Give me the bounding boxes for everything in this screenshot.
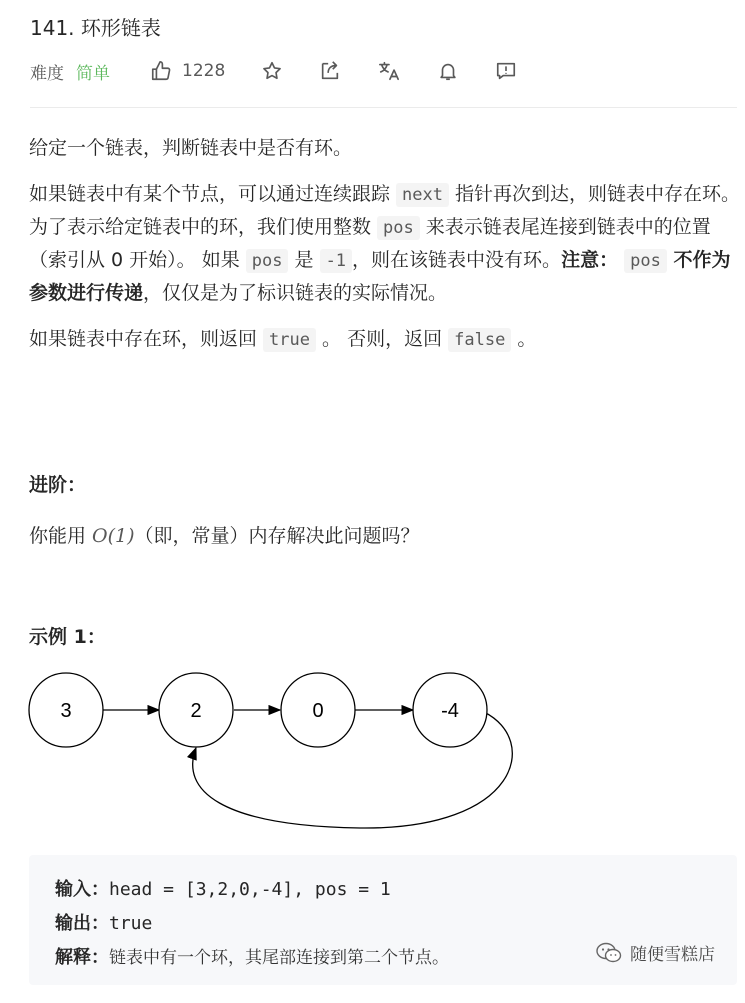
example-code-block <box>29 855 737 985</box>
difficulty-badge: 简单 <box>76 63 110 84</box>
input-label: 输入： <box>55 879 109 900</box>
advanced-text: 你能用 O(1)（即，常量）内存解决此问题吗？ <box>29 525 420 547</box>
example-explain-line <box>55 943 449 969</box>
node-value: -4 <box>441 700 459 722</box>
feedback-icon <box>495 60 517 82</box>
example-output-line <box>55 909 152 935</box>
inline-code: true <box>263 328 316 352</box>
explain-label: 解释： <box>55 947 109 968</box>
like-button[interactable] <box>150 60 225 82</box>
list-node <box>413 673 487 747</box>
output-value: true <box>109 913 153 934</box>
list-node <box>281 673 355 747</box>
share-icon <box>319 60 341 82</box>
bell-icon <box>437 60 459 82</box>
example-input-line <box>55 875 391 901</box>
list-node <box>159 673 233 747</box>
translate-icon <box>377 60 401 82</box>
star-icon <box>261 60 283 82</box>
difficulty-label: 难度 <box>30 63 64 84</box>
node-value: 2 <box>190 700 202 722</box>
wechat-icon <box>596 942 622 964</box>
complexity-notation: O(1) <box>92 525 135 547</box>
input-value: head = [3,2,0,-4], pos = 1 <box>109 879 391 900</box>
description-paragraph-2: 如果链表中有某个节点，可以通过连续跟踪 next 指针再次到达，则链表中存在环。 为了表示给定链表中的环，我们使用整数 pos 来表示链表尾连接到链表中的位置（索引从 0 开始）。 如果 pos 是 -1 ，则在该链表中没有环。注意： pos 不作为参数进行传递，仅仅是为了标识链表的实际情况。 <box>29 183 741 304</box>
linked-list-diagram <box>0 660 560 840</box>
note-emphasis: 不作为参数进行传递 <box>29 249 731 304</box>
subscribe-button[interactable] <box>437 60 459 82</box>
inline-code: false <box>448 328 511 352</box>
header-divider <box>30 107 737 108</box>
description-paragraph-1: 给定一个链表，判断链表中是否有环。 <box>29 137 353 159</box>
advanced-heading: 进阶： <box>29 474 87 496</box>
problem-description <box>29 132 741 356</box>
watermark-text: 随便雪糕店 <box>630 945 715 965</box>
explain-value: 链表中有一个环，其尾部连接到第二个节点。 <box>109 948 449 968</box>
description-paragraph-3: 如果链表中存在环，则返回 true 。 否则，返回 false 。 <box>29 328 537 350</box>
feedback-button[interactable] <box>495 60 517 82</box>
thumbs-up-icon <box>150 60 172 82</box>
inline-code: -1 <box>320 249 352 273</box>
node-value: 0 <box>312 700 324 722</box>
translate-button[interactable] <box>377 60 401 82</box>
problem-title: 141. 环形链表 <box>30 16 161 40</box>
like-count: 1228 <box>182 61 226 81</box>
inline-code: next <box>396 183 449 207</box>
example-heading: 示例 1： <box>29 626 106 648</box>
list-node <box>29 673 103 747</box>
watermark <box>596 940 715 965</box>
favorite-button[interactable] <box>261 60 283 82</box>
inline-code: pos <box>377 216 420 240</box>
share-button[interactable] <box>319 60 341 82</box>
node-value: 3 <box>60 700 72 722</box>
inline-code: pos <box>246 249 289 273</box>
inline-code: pos <box>624 249 667 273</box>
problem-meta-bar <box>30 56 517 86</box>
note-label: 注意： <box>561 249 619 271</box>
output-label: 输出： <box>55 913 109 934</box>
